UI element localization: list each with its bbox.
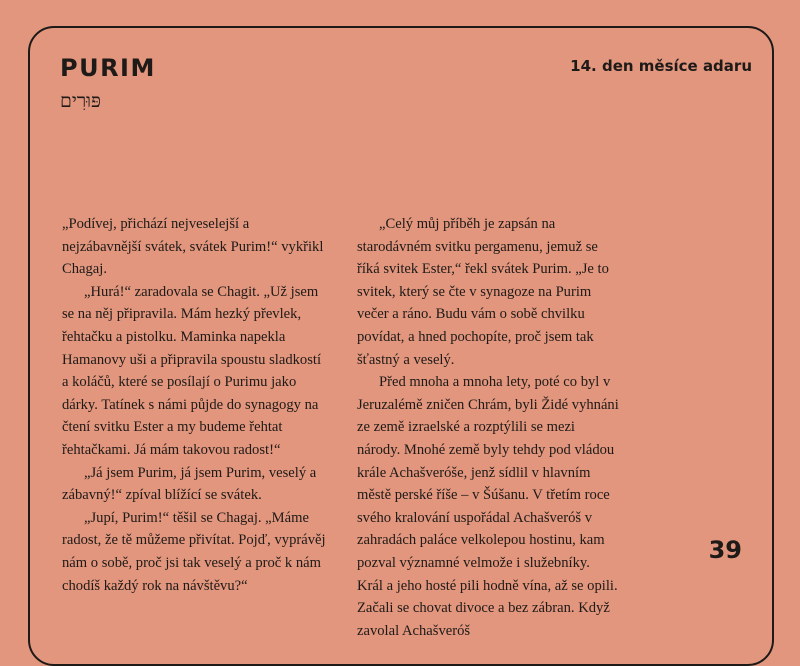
paragraph: „Podívej, přichází nejveselejší a nejzábavnější svátek, svátek Purim!“ vykřikl Chagaj. (62, 216, 324, 278)
paragraph: „Hurá!“ zaradovala se Chagit. „Už jsem se na něj připravila. Mám hezký převlek, řehtačku a pistolku. Maminka napekla Hamanovy uši a připravila spoustu sladkostí a koláčů, které se posílají o Purimu jako dárky. Tatínek s námi půjde do synagogy na čtení svitku Ester a my budeme řehtat řehtačkami. Já mám takovou radost!“ (62, 283, 322, 458)
holiday-date: 14. den měsíce adaru (570, 57, 752, 75)
paragraph: „Celý můj příběh je zapsán na starodávném svitku pergamenu, jemuž se říká svitek Ester,“ řekl svátek Purim. „Je to svitek, který se čte v synagoze na Purim večer a ráno. Budu vám o sobě chvilku povídat, a hned pochopíte, proč jsem tak šťastný a veselý. (357, 216, 609, 368)
hebrew-title: פּוּרִים (60, 90, 101, 112)
page-number: 39 (708, 536, 742, 564)
paragraph: „Jupí, Purim!“ těšil se Chagaj. „Máme radost, že tě můžeme přivítat. Pojď, vyprávěj nám o sobě, proč jsi tak veselý a proč k nám chodíš každý rok na návštěvu?“ (62, 509, 326, 594)
left-text-column (62, 213, 330, 597)
paragraph: Před mnoha a mnoha lety, poté co byl v Jeruzalémě zničen Chrám, byli Židé vyhnáni ze země izraelské a rozptýlili se mezi národy. Mnohé země byly tehdy pod vládou krále Achašveróše, jenž sídlil v hlavním městě perské říše – v Šúšanu. V třetím roce svého kralování uspořádal Achašveróš v zahradách paláce velkolepou hostinu, kam pozval významné velmože i služebníky. Král a jeho hosté pili hodně vína, až se opili. Začali se chovat divoce a bez zábran. Když zavolal Achašveróš (357, 374, 619, 639)
page-title: PURIM (60, 54, 156, 82)
paragraph: „Já jsem Purim, já jsem Purim, veselý a zábavný!“ zpíval blížící se svátek. (62, 464, 317, 504)
right-text-column (357, 213, 619, 642)
